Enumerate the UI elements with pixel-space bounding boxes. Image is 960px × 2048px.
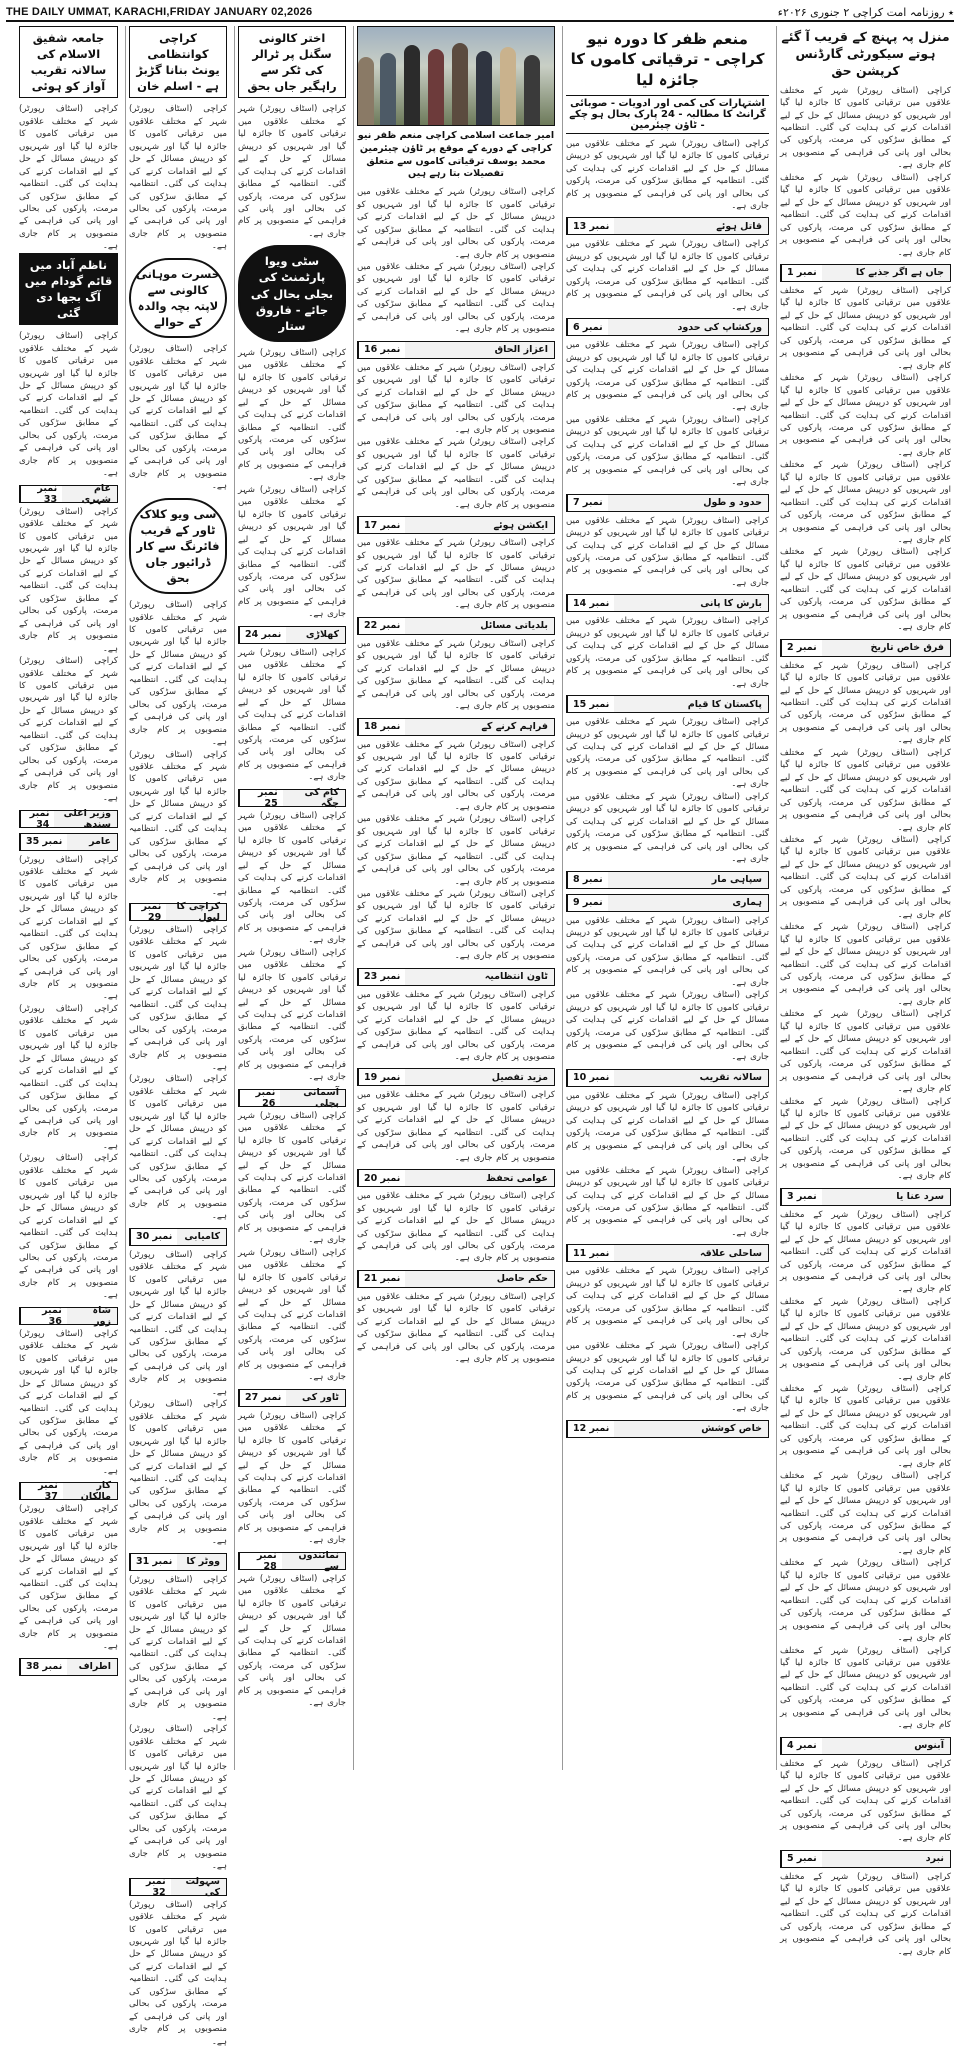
section-header xyxy=(566,318,769,336)
section-header xyxy=(129,1553,227,1571)
body-text: کراچی (اسٹاف رپورٹر) شہر کے مختلف علاقوں میں ترقیاتی کاموں کا جائزہ لیا گیا اور شہریوں کو درپیش مسائل کے حل کے لیے اقدامات کرنے کی ہدایت کی گئی۔ انتظامیہ کے مطابق سڑکوں کی مرمت، پارکوں کی بحالی اور پانی کی فراہمی کے منصوبوں پر کام جاری ہے۔ xyxy=(780,373,951,458)
body-text: کراچی (اسٹاف رپورٹر) شہر کے مختلف علاقوں میں ترقیاتی کاموں کا جائزہ لیا گیا اور شہریوں کو درپیش مسائل کے حل کے لیے اقدامات کرنے کی ہدایت کی گئی۔ انتظامیہ کے مطابق سڑکوں کی مرمت، پارکوں کی بحالی اور پانی کی فراہمی کے منصوبوں پر کام جاری ہے۔ xyxy=(566,515,769,588)
section-number: نمبر 2 xyxy=(781,640,822,656)
photo-figure xyxy=(524,55,540,125)
section-label: اعزاز الحاق xyxy=(494,344,548,356)
section-number: نمبر 35 xyxy=(20,834,67,850)
section-label: اطراف xyxy=(78,1661,111,1673)
section-number: نمبر 20 xyxy=(358,1170,405,1186)
section-header xyxy=(238,1086,346,1109)
section-header xyxy=(780,264,951,282)
section-header xyxy=(780,1737,951,1755)
section-label: ساحلی علاقہ xyxy=(699,1247,762,1259)
oval-headline: سی ویو کلاک ٹاور کے قریب فائرنگ سے کار ڈرائیور جاں بحق xyxy=(129,498,227,594)
section-label: فرق خاص تاریخ xyxy=(870,642,944,654)
section-number: نمبر 12 xyxy=(567,1421,614,1437)
photo-figure xyxy=(358,57,374,125)
lead-subheadline: اشتہارات کی کمی اور ادویات - صوبائی گرانٹ کا مطالبہ - 24 پارک بحال ہو چکے - ٹاؤن چیئرمین xyxy=(566,95,769,134)
section-number: نمبر 5 xyxy=(781,1851,822,1867)
body-text: کراچی (اسٹاف رپورٹر) شہر کے مختلف علاقوں میں ترقیاتی کاموں کا جائزہ لیا گیا اور شہریوں کو درپیش مسائل کے حل کے لیے اقدامات کرنے کی ہدایت کی گئی۔ انتظامیہ کے مطابق سڑکوں کی مرمت، پارکوں کی بحالی اور پانی کی فراہمی کے منصوبوں پر کام جاری ہے۔ xyxy=(238,104,346,239)
section-header xyxy=(566,871,769,889)
column-5 xyxy=(125,26,230,2047)
body-text: کراچی (اسٹاف رپورٹر) شہر کے مختلف علاقوں میں ترقیاتی کاموں کا جائزہ لیا گیا اور شہریوں کو درپیش مسائل کے حل کے لیے اقدامات کرنے کی ہدایت کی گئی۔ انتظامیہ کے مطابق سڑکوں کی مرمت، پارکوں کی بحالی اور پانی کی فراہمی کے منصوبوں پر کام جاری ہے۔ xyxy=(129,1074,227,1222)
section-number: نمبر 27 xyxy=(239,1390,286,1406)
body-text: کراچی (اسٹاف رپورٹر) شہر کے مختلف علاقوں میں ترقیاتی کاموں کا جائزہ لیا گیا اور شہریوں کو درپیش مسائل کے حل کے لیے اقدامات کرنے کی ہدایت کی گئی۔ انتظامیہ کے مطابق سڑکوں کی مرمت، پارکوں کی بحالی اور پانی کی فراہمی کے منصوبوں پر کام جاری ہے۔ xyxy=(357,1291,555,1365)
body-text: کراچی (اسٹاف رپورٹر) شہر کے مختلف علاقوں میں ترقیاتی کاموں کا جائزہ لیا گیا اور شہریوں کو درپیش مسائل کے حل کے لیے اقدامات کرنے کی ہدایت کی گئی۔ انتظامیہ کے مطابق سڑکوں کی مرمت، پارکوں کی بحالی اور پانی کی فراہمی کے منصوبوں پر کام جاری ہے۔ xyxy=(19,854,118,1002)
body-text: کراچی (اسٹاف رپورٹر) شہر کے مختلف علاقوں میں ترقیاتی کاموں کا جائزہ لیا گیا اور شہریوں کو درپیش مسائل کے حل کے لیے اقدامات کرنے کی ہدایت کی گئی۔ انتظامیہ کے مطابق سڑکوں کی مرمت، پارکوں کی بحالی اور پانی کی فراہمی کے منصوبوں پر کام جاری ہے۔ xyxy=(780,1645,951,1731)
section-number: نمبر 23 xyxy=(358,969,405,985)
section-header xyxy=(19,833,118,851)
body-text: کراچی (اسٹاف رپورٹر) شہر کے مختلف علاقوں میں ترقیاتی کاموں کا جائزہ لیا گیا اور شہریوں کو درپیش مسائل کے حل کے لیے اقدامات کرنے کی ہدایت کی گئی۔ انتظامیہ کے مطابق سڑکوں کی مرمت، پارکوں کی بحالی اور پانی کی فراہمی کے منصوبوں پر کام جاری ہے۔ xyxy=(566,616,769,689)
section-label: کھلاڑی xyxy=(305,629,339,641)
section-label: عامر xyxy=(89,836,111,847)
body-text: کراچی (اسٹاف رپورٹر) شہر کے مختلف علاقوں میں ترقیاتی کاموں کا جائزہ لیا گیا اور شہریوں کو درپیش مسائل کے حل کے لیے اقدامات کرنے کی ہدایت کی گئی۔ انتظامیہ کے مطابق سڑکوں کی مرمت، پارکوں کی بحالی اور پانی کی فراہمی کے منصوبوں پر کام جاری ہے۔ xyxy=(357,814,555,887)
body-text: کراچی (اسٹاف رپورٹر) شہر کے مختلف علاقوں میں ترقیاتی کاموں کا جائزہ لیا گیا اور شہریوں کو درپیش مسائل کے حل کے لیے اقدامات کرنے کی ہدایت کی گئی۔ انتظامیہ کے مطابق سڑکوں کی مرمت، پارکوں کی بحالی اور پانی کی فراہمی کے منصوبوں پر کام جاری ہے۔ xyxy=(129,1724,227,1872)
news-box-headline: اختر کالونی سگنل پر ٹرالر کی ٹکر سے راہگیر جاں بحق xyxy=(238,26,346,98)
section-number: نمبر 11 xyxy=(567,1245,614,1261)
body-text: کراچی (اسٹاف رپورٹر) شہر کے مختلف علاقوں میں ترقیاتی کاموں کا جائزہ لیا گیا اور شہریوں کو درپیش مسائل کے حل کے لیے اقدامات کرنے کی ہدایت کی گئی۔ انتظامیہ کے مطابق سڑکوں کی مرمت، پارکوں کی بحالی اور پانی کی فراہمی کے منصوبوں پر کام جاری ہے۔ xyxy=(19,1003,118,1151)
section-number: نمبر 38 xyxy=(20,1659,67,1675)
section-header xyxy=(566,1420,769,1438)
body-text: کراچی (اسٹاف رپورٹر) شہر کے مختلف علاقوں میں ترقیاتی کاموں کا جائزہ لیا گیا اور شہریوں کو درپیش مسائل کے حل کے لیے اقدامات کرنے کی ہدایت کی گئی۔ انتظامیہ کے مطابق سڑکوں کی مرمت، پارکوں کی بحالی اور پانی کی فراہمی کے منصوبوں پر کام جاری ہے۔ xyxy=(238,347,346,483)
section-label: ایکشن ہوئے xyxy=(493,519,548,531)
section-header xyxy=(19,482,118,505)
body-text: کراچی (اسٹاف رپورٹر) شہر کے مختلف علاقوں میں ترقیاتی کاموں کا جائزہ لیا گیا اور شہریوں کو درپیش مسائل کے حل کے لیے اقدامات کرنے کی ہدایت کی گئی۔ انتظامیہ کے مطابق سڑکوں کی مرمت، پارکوں کی بحالی اور پانی کی فراہمی کے منصوبوں پر کام جاری ہے۔ xyxy=(780,1296,951,1382)
body-text: کراچی (اسٹاف رپورٹر) شہر کے مختلف علاقوں میں ترقیاتی کاموں کا جائزہ لیا گیا اور شہریوں کو درپیش مسائل کے حل کے لیے اقدامات کرنے کی ہدایت کی گئی۔ انتظامیہ کے مطابق سڑکوں کی مرمت، پارکوں کی بحالی اور پانی کی فراہمی کے منصوبوں پر کام جاری ہے۔ xyxy=(19,104,118,252)
section-label: عام شہری xyxy=(81,482,111,505)
body-text: کراچی (اسٹاف رپورٹر) شہر کے مختلف علاقوں میں ترقیاتی کاموں کا جائزہ لیا گیا اور شہریوں کو درپیش مسائل کے حل کے لیے اقدامات کرنے کی ہدایت کی گئی۔ انتظامیہ کے مطابق سڑکوں کی مرمت، پارکوں کی بحالی اور پانی کی فراہمی کے منصوبوں پر کام جاری ہے۔ xyxy=(129,1574,227,1722)
body-text: کراچی (اسٹاف رپورٹر) شہر کے مختلف علاقوں میں ترقیاتی کاموں کا جائزہ لیا گیا اور شہریوں کو درپیش مسائل کے حل کے لیے اقدامات کرنے کی ہدایت کی گئی۔ انتظامیہ کے مطابق سڑکوں کی مرمت، پارکوں کی بحالی اور پانی کی فراہمی کے منصوبوں پر کام جاری ہے۔ xyxy=(566,138,769,212)
section-number: نمبر 6 xyxy=(567,319,608,335)
body-text: کراچی (اسٹاف رپورٹر) شہر کے مختلف علاقوں میں ترقیاتی کاموں کا جائزہ لیا گیا اور شہریوں کو درپیش مسائل کے حل کے لیے اقدامات کرنے کی ہدایت کی گئی۔ انتظامیہ کے مطابق سڑکوں کی مرمت، پارکوں کی بحالی اور پانی کی فراہمی کے منصوبوں پر کام جاری ہے۔ xyxy=(129,1899,227,2047)
section-label: شاہ زور xyxy=(92,1304,111,1327)
photo-figure xyxy=(476,51,492,125)
body-text: کراچی (اسٹاف رپورٹر) شہر کے مختلف علاقوں میں ترقیاتی کاموں کا جائزہ لیا گیا اور شہریوں کو درپیش مسائل کے حل کے لیے اقدامات کرنے کی ہدایت کی گئی۔ انتظامیہ کے مطابق سڑکوں کی مرمت، پارکوں کی بحالی اور پانی کی فراہمی کے منصوبوں پر کام جاری ہے۔ xyxy=(357,989,555,1062)
section-header xyxy=(19,1304,118,1327)
news-box-headline: جامعہ شفیق الاسلام کی سالانہ تقریب آواز کو ہوئی xyxy=(19,26,118,98)
section-header xyxy=(780,1850,951,1868)
body-text: کراچی (اسٹاف رپورٹر) شہر کے مختلف علاقوں میں ترقیاتی کاموں کا جائزہ لیا گیا اور شہریوں کو درپیش مسائل کے حل کے لیے اقدامات کرنے کی ہدایت کی گئی۔ انتظامیہ کے مطابق سڑکوں کی مرمت، پارکوں کی بحالی اور پانی کی فراہمی کے منصوبوں پر کام جاری ہے۔ xyxy=(780,285,951,371)
body-text: کراچی (اسٹاف رپورٹر) شہر کے مختلف علاقوں میں ترقیاتی کاموں کا جائزہ لیا گیا اور شہریوں کو درپیش مسائل کے حل کے لیے اقدامات کرنے کی ہدایت کی گئی۔ انتظامیہ کے مطابق سڑکوں کی مرمت، پارکوں کی بحالی اور پانی کی فراہمی کے منصوبوں پر کام جاری ہے۔ xyxy=(780,660,951,746)
section-label: وزیر اعلی سندھ xyxy=(63,807,111,830)
section-header xyxy=(357,718,555,736)
section-header xyxy=(357,1270,555,1288)
body-text: کراچی (اسٹاف رپورٹر) شہر کے مختلف علاقوں میں ترقیاتی کاموں کا جائزہ لیا گیا اور شہریوں کو درپیش مسائل کے حل کے لیے اقدامات کرنے کی ہدایت کی گئی۔ انتظامیہ کے مطابق سڑکوں کی مرمت، پارکوں کی بحالی اور پانی کی فراہمی کے منصوبوں پر کام جاری ہے۔ xyxy=(566,340,769,413)
section-header xyxy=(357,1169,555,1187)
section-number: نمبر 22 xyxy=(358,618,405,634)
section-header xyxy=(238,1389,346,1407)
body-text: کراچی (اسٹاف رپورٹر) شہر کے مختلف علاقوں میں ترقیاتی کاموں کا جائزہ لیا گیا اور شہریوں کو درپیش مسائل کے حل کے لیے اقدامات کرنے کی ہدایت کی گئی۔ انتظامیہ کے مطابق سڑکوں کی مرمت، پارکوں کی بحالی اور پانی کی فراہمی کے منصوبوں پر کام جاری ہے۔ xyxy=(780,1558,951,1644)
body-text: کراچی (اسٹاف رپورٹر) شہر کے مختلف علاقوں میں ترقیاتی کاموں کا جائزہ لیا گیا اور شہریوں کو درپیش مسائل کے حل کے لیے اقدامات کرنے کی ہدایت کی گئی۔ انتظامیہ کے مطابق سڑکوں کی مرمت، پارکوں کی بحالی اور پانی کی فراہمی کے منصوبوں پر کام جاری ہے۔ xyxy=(566,915,769,988)
section-number: نمبر 33 xyxy=(20,486,62,502)
photo-figure xyxy=(380,53,396,125)
body-text: کراچی (اسٹاف رپورٹر) شہر کے مختلف علاقوں میں ترقیاتی کاموں کا جائزہ لیا گیا اور شہریوں کو درپیش مسائل کے حل کے لیے اقدامات کرنے کی ہدایت کی گئی۔ انتظامیہ کے مطابق سڑکوں کی مرمت، پارکوں کی بحالی اور پانی کی فراہمی کے منصوبوں پر کام جاری ہے۔ xyxy=(780,85,951,171)
column-4 xyxy=(234,26,349,1770)
section-label: پاکستان کا قیام xyxy=(687,698,762,710)
oval-headline: سٹی ویوا پارٹمنٹ کی بجلی بحال کی جائے - فاروق ستار xyxy=(238,245,346,341)
body-text: کراچی (اسٹاف رپورٹر) شہر کے مختلف علاقوں میں ترقیاتی کاموں کا جائزہ لیا گیا اور شہریوں کو درپیش مسائل کے حل کے لیے اقدامات کرنے کی ہدایت کی گئی۔ انتظامیہ کے مطابق سڑکوں کی مرمت، پارکوں کی بحالی اور پانی کی فراہمی کے منصوبوں پر کام جاری ہے۔ xyxy=(19,506,118,654)
section-header xyxy=(238,786,346,809)
body-text: کراچی (اسٹاف رپورٹر) شہر کے مختلف علاقوں میں ترقیاتی کاموں کا جائزہ لیا گیا اور شہریوں کو درپیش مسائل کے حل کے لیے اقدامات کرنے کی ہدایت کی گئی۔ انتظامیہ کے مطابق سڑکوں کی مرمت، پارکوں کی بحالی اور پانی کی فراہمی کے منصوبوں پر کام جاری ہے۔ xyxy=(566,1266,769,1339)
body-text: کراچی (اسٹاف رپورٹر) شہر کے مختلف علاقوں میں ترقیاتی کاموں کا جائزہ لیا گیا اور شہریوں کو درپیش مسائل کے حل کے لیے اقدامات کرنے کی ہدایت کی گئی۔ انتظامیہ کے مطابق سڑکوں کی مرمت، پارکوں کی بحالی اور پانی کی فراہمی کے منصوبوں پر کام جاری ہے۔ xyxy=(780,747,951,833)
body-text: کراچی (اسٹاف رپورٹر) شہر کے مختلف علاقوں میں ترقیاتی کاموں کا جائزہ لیا گیا اور شہریوں کو درپیش مسائل کے حل کے لیے اقدامات کرنے کی ہدایت کی گئی۔ انتظامیہ کے مطابق سڑکوں کی مرمت، پارکوں کی بحالی اور پانی کی فراہمی کے منصوبوں پر کام جاری ہے۔ xyxy=(357,538,555,611)
section-header xyxy=(19,807,118,830)
section-number: نمبر 13 xyxy=(567,218,614,234)
body-text: کراچی (اسٹاف رپورٹر) شہر کے مختلف علاقوں میں ترقیاتی کاموں کا جائزہ لیا گیا اور شہریوں کو درپیش مسائل کے حل کے لیے اقدامات کرنے کی ہدایت کی گئی۔ انتظامیہ کے مطابق سڑکوں کی مرمت، پارکوں کی بحالی اور پانی کی فراہمی کے منصوبوں پر کام جاری ہے۔ xyxy=(129,344,227,492)
section-header xyxy=(357,1068,555,1086)
column-2 xyxy=(562,26,772,1770)
columns xyxy=(6,26,954,2047)
section-header xyxy=(566,594,769,612)
body-text: کراچی (اسٹاف رپورٹر) شہر کے مختلف علاقوں میں ترقیاتی کاموں کا جائزہ لیا گیا اور شہریوں کو درپیش مسائل کے حل کے لیے اقدامات کرنے کی ہدایت کی گئی۔ انتظامیہ کے مطابق سڑکوں کی مرمت، پارکوں کی بحالی اور پانی کی فراہمی کے منصوبوں پر کام جاری ہے۔ xyxy=(566,1165,769,1238)
body-text: کراچی (اسٹاف رپورٹر) شہر کے مختلف علاقوں میں ترقیاتی کاموں کا جائزہ لیا گیا اور شہریوں کو درپیش مسائل کے حل کے لیے اقدامات کرنے کی ہدایت کی گئی۔ انتظامیہ کے مطابق سڑکوں کی مرمت، پارکوں کی بحالی اور پانی کی فراہمی کے منصوبوں پر کام جاری ہے۔ xyxy=(566,414,769,488)
section-header xyxy=(129,1875,227,1898)
section-number: نمبر 31 xyxy=(130,1554,177,1570)
section-number: نمبر 30 xyxy=(130,1229,177,1245)
section-label: بلدیاتی مسائل xyxy=(480,620,548,632)
section-number: نمبر 17 xyxy=(358,517,405,533)
body-text: کراچی (اسٹاف رپورٹر) شہر کے مختلف علاقوں میں ترقیاتی کاموں کا جائزہ لیا گیا اور شہریوں کو درپیش مسائل کے حل کے لیے اقدامات کرنے کی ہدایت کی گئی۔ انتظامیہ کے مطابق سڑکوں کی مرمت، پارکوں کی بحالی اور پانی کی فراہمی کے منصوبوں پر کام جاری ہے۔ xyxy=(357,889,555,962)
section-number: نمبر 18 xyxy=(358,719,405,735)
section-label: نمائندوں سے xyxy=(298,1549,339,1572)
masthead xyxy=(6,4,954,22)
photo-figure xyxy=(428,49,444,125)
body-text: کراچی (اسٹاف رپورٹر) شہر کے مختلف علاقوں میں ترقیاتی کاموں کا جائزہ لیا گیا اور شہریوں کو درپیش مسائل کے حل کے لیے اقدامات کرنے کی ہدایت کی گئی۔ انتظامیہ کے مطابق سڑکوں کی مرمت، پارکوں کی بحالی اور پانی کی فراہمی کے منصوبوں پر کام جاری ہے۔ xyxy=(238,1410,346,1546)
body-text: کراچی (اسٹاف رپورٹر) شہر کے مختلف علاقوں میں ترقیاتی کاموں کا جائزہ لیا گیا اور شہریوں کو درپیش مسائل کے حل کے لیے اقدامات کرنے کی ہدایت کی گئی۔ انتظامیہ کے مطابق سڑکوں کی مرمت، پارکوں کی بحالی اور پانی کی فراہمی کے منصوبوں پر کام جاری ہے۔ xyxy=(357,1191,555,1264)
body-text: کراچی (اسٹاف رپورٹر) شہر کے مختلف علاقوں میں ترقیاتی کاموں کا جائزہ لیا گیا اور شہریوں کو درپیش مسائل کے حل کے لیے اقدامات کرنے کی ہدایت کی گئی۔ انتظامیہ کے مطابق سڑکوں کی مرمت، پارکوں کی بحالی اور پانی کی فراہمی کے منصوبوں پر کام جاری ہے۔ xyxy=(780,835,951,920)
body-text: کراچی (اسٹاف رپورٹر) شہر کے مختلف علاقوں میں ترقیاتی کاموں کا جائزہ لیا گیا اور شہریوں کو درپیش مسائل کے حل کے لیے اقدامات کرنے کی ہدایت کی گئی۔ انتظامیہ کے مطابق سڑکوں کی مرمت، پارکوں کی بحالی اور پانی کی فراہمی کے منصوبوں پر کام جاری ہے۔ xyxy=(780,172,951,258)
section-header xyxy=(566,494,769,512)
section-number: نمبر 9 xyxy=(567,895,608,911)
section-number: نمبر 1 xyxy=(781,265,822,281)
body-text: کراچی (اسٹاف رپورٹر) شہر کے مختلف علاقوں میں ترقیاتی کاموں کا جائزہ لیا گیا اور شہریوں کو درپیش مسائل کے حل کے لیے اقدامات کرنے کی ہدایت کی گئی۔ انتظامیہ کے مطابق سڑکوں کی مرمت، پارکوں کی بحالی اور پانی کی فراہمی کے منصوبوں پر کام جاری ہے۔ xyxy=(780,1384,951,1469)
section-label: ہماری xyxy=(732,897,762,908)
section-header xyxy=(238,1549,346,1572)
body-text: کراچی (اسٹاف رپورٹر) شہر کے مختلف علاقوں میں ترقیاتی کاموں کا جائزہ لیا گیا اور شہریوں کو درپیش مسائل کے حل کے لیے اقدامات کرنے کی ہدایت کی گئی۔ انتظامیہ کے مطابق سڑکوں کی مرمت، پارکوں کی بحالی اور پانی کی فراہمی کے منصوبوں پر کام جاری ہے۔ xyxy=(566,1090,769,1164)
section-header xyxy=(357,341,555,359)
section-header xyxy=(19,1658,118,1676)
column-1 xyxy=(776,26,954,1957)
section-number: نمبر 28 xyxy=(239,1553,282,1569)
body-text: کراچی (اسٹاف رپورٹر) شہر کے مختلف علاقوں میں ترقیاتی کاموں کا جائزہ لیا گیا اور شہریوں کو درپیش مسائل کے حل کے لیے اقدامات کرنے کی ہدایت کی گئی۔ انتظامیہ کے مطابق سڑکوں کی مرمت، پارکوں کی بحالی اور پانی کی فراہمی کے منصوبوں پر کام جاری ہے۔ xyxy=(780,547,951,633)
body-text: کراچی (اسٹاف رپورٹر) شہر کے مختلف علاقوں میں ترقیاتی کاموں کا جائزہ لیا گیا اور شہریوں کو درپیش مسائل کے حل کے لیے اقدامات کرنے کی ہدایت کی گئی۔ انتظامیہ کے مطابق سڑکوں کی مرمت، پارکوں کی بحالی اور پانی کی فراہمی کے منصوبوں پر کام جاری ہے۔ xyxy=(238,1247,346,1383)
photo-figure xyxy=(404,45,420,125)
body-text: کراچی (اسٹاف رپورٹر) شہر کے مختلف علاقوں میں ترقیاتی کاموں کا جائزہ لیا گیا اور شہریوں کو درپیش مسائل کے حل کے لیے اقدامات کرنے کی ہدایت کی گئی۔ انتظامیہ کے مطابق سڑکوں کی مرمت، پارکوں کی بحالی اور پانی کی فراہمی کے منصوبوں پر کام جاری ہے۔ xyxy=(19,1153,118,1301)
section-header xyxy=(19,1480,118,1503)
section-number: نمبر 34 xyxy=(20,811,54,827)
section-label: فراہم کرنے کے xyxy=(481,721,548,733)
section-number: نمبر 19 xyxy=(358,1069,405,1085)
section-number: نمبر 32 xyxy=(130,1879,171,1895)
body-text: کراچی (اسٹاف رپورٹر) شہر کے مختلف علاقوں میں ترقیاتی کاموں کا جائزہ لیا گیا اور شہریوں کو درپیش مسائل کے حل کے لیے اقدامات کرنے کی ہدایت کی گئی۔ انتظامیہ کے مطابق سڑکوں کی مرمت، پارکوں کی بحالی اور پانی کی فراہمی کے منصوبوں پر کام جاری ہے۔ xyxy=(238,484,346,620)
section-label: کراچی کا لیول xyxy=(176,900,220,923)
section-label: سالانہ تقریب xyxy=(699,1072,762,1084)
column-3 xyxy=(353,26,558,1770)
body-text: کراچی (اسٹاف رپورٹر) شہر کے مختلف علاقوں میں ترقیاتی کاموں کا جائزہ لیا گیا اور شہریوں کو درپیش مسائل کے حل کے لیے اقدامات کرنے کی ہدایت کی گئی۔ انتظامیہ کے مطابق سڑکوں کی مرمت، پارکوں کی بحالی اور پانی کی فراہمی کے منصوبوں پر کام جاری ہے۔ xyxy=(19,656,118,804)
section-number: نمبر 26 xyxy=(239,1090,280,1106)
section-label: ٹاور کی xyxy=(302,1392,339,1404)
body-text: کراچی (اسٹاف رپورٹر) شہر کے مختلف علاقوں میں ترقیاتی کاموں کا جائزہ لیا گیا اور شہریوں کو درپیش مسائل کے حل کے لیے اقدامات کرنے کی ہدایت کی گئی۔ انتظامیہ کے مطابق سڑکوں کی مرمت، پارکوں کی بحالی اور پانی کی فراہمی کے منصوبوں پر کام جاری ہے۔ xyxy=(238,647,346,783)
section-number: نمبر 8 xyxy=(567,872,608,888)
section-header xyxy=(566,1069,769,1087)
body-text: کراچی (اسٹاف رپورٹر) شہر کے مختلف علاقوں میں ترقیاتی کاموں کا جائزہ لیا گیا اور شہریوں کو درپیش مسائل کے حل کے لیے اقدامات کرنے کی ہدایت کی گئی۔ انتظامیہ کے مطابق سڑکوں کی مرمت، پارکوں کی بحالی اور پانی کی فراہمی کے منصوبوں پر کام جاری ہے۔ xyxy=(238,810,346,946)
oval-headline: حسرت موہانی کالونی سے لاپتہ بچہ والدہ کے حوالے xyxy=(129,258,227,338)
section-number: نمبر 21 xyxy=(358,1271,405,1287)
body-text: کراچی (اسٹاف رپورٹر) شہر کے مختلف علاقوں میں ترقیاتی کاموں کا جائزہ لیا گیا اور شہریوں کو درپیش مسائل کے حل کے لیے اقدامات کرنے کی ہدایت کی گئی۔ انتظامیہ کے مطابق سڑکوں کی مرمت، پارکوں کی بحالی اور پانی کی فراہمی کے منصوبوں پر کام جاری ہے۔ xyxy=(357,187,555,260)
section-label: قاتل ہوئے xyxy=(716,220,762,232)
section-label: کام کی جگہ xyxy=(304,786,339,809)
body-text: کراچی (اسٹاف رپورٹر) شہر کے مختلف علاقوں میں ترقیاتی کاموں کا جائزہ لیا گیا اور شہریوں کو درپیش مسائل کے حل کے لیے اقدامات کرنے کی ہدایت کی گئی۔ انتظامیہ کے مطابق سڑکوں کی مرمت، پارکوں کی بحالی اور پانی کی فراہمی کے منصوبوں پر کام جاری ہے۔ xyxy=(129,1249,227,1397)
section-label: حکم حاصل xyxy=(496,1273,548,1285)
body-text: کراچی (اسٹاف رپورٹر) شہر کے مختلف علاقوں میں ترقیاتی کاموں کا جائزہ لیا گیا اور شہریوں کو درپیش مسائل کے حل کے لیے اقدامات کرنے کی ہدایت کی گئی۔ انتظامیہ کے مطابق سڑکوں کی مرمت، پارکوں کی بحالی اور پانی کی فراہمی کے منصوبوں پر کام جاری ہے۔ xyxy=(780,1871,951,1957)
news-box-headline: کراچی کوانتظامی یونٹ بنانا گڑبڑ ہے - اسلم خان xyxy=(129,26,227,98)
section-label: سہولت کی xyxy=(185,1875,220,1898)
section-number: نمبر 3 xyxy=(781,1189,822,1205)
section-label: عوامی تحفظ xyxy=(486,1172,548,1184)
body-text: کراچی (اسٹاف رپورٹر) شہر کے مختلف علاقوں میں ترقیاتی کاموں کا جائزہ لیا گیا اور شہریوں کو درپیش مسائل کے حل کے لیے اقدامات کرنے کی ہدایت کی گئی۔ انتظامیہ کے مطابق سڑکوں کی مرمت، پارکوں کی بحالی اور پانی کی فراہمی کے منصوبوں پر کام جاری ہے۔ xyxy=(238,1573,346,1709)
section-header xyxy=(566,695,769,713)
body-text: کراچی (اسٹاف رپورٹر) شہر کے مختلف علاقوں میں ترقیاتی کاموں کا جائزہ لیا گیا اور شہریوں کو درپیش مسائل کے حل کے لیے اقدامات کرنے کی ہدایت کی گئی۔ انتظامیہ کے مطابق سڑکوں کی مرمت، پارکوں کی بحالی اور پانی کی فراہمی کے منصوبوں پر کام جاری ہے۔ xyxy=(238,947,346,1083)
section-label: مزید تفصیل xyxy=(491,1071,548,1083)
body-text: کراچی (اسٹاف رپورٹر) شہر کے مختلف علاقوں میں ترقیاتی کاموں کا جائزہ لیا گیا اور شہریوں کو درپیش مسائل کے حل کے لیے اقدامات کرنے کی ہدایت کی گئی۔ انتظامیہ کے مطابق سڑکوں کی مرمت، پارکوں کی بحالی اور پانی کی فراہمی کے منصوبوں پر کام جاری ہے۔ xyxy=(566,1341,769,1414)
news-photo xyxy=(357,26,555,126)
section-number: نمبر 7 xyxy=(567,495,608,511)
body-text: کراچی (اسٹاف رپورٹر) شہر کے مختلف علاقوں میں ترقیاتی کاموں کا جائزہ لیا گیا اور شہریوں کو درپیش مسائل کے حل کے لیے اقدامات کرنے کی ہدایت کی گئی۔ انتظامیہ کے مطابق سڑکوں کی مرمت، پارکوں کی بحالی اور پانی کی فراہمی کے منصوبوں پر کام جاری ہے۔ xyxy=(780,922,951,1007)
section-label: آسمانی بجلی xyxy=(303,1086,339,1109)
body-text: کراچی (اسٹاف رپورٹر) شہر کے مختلف علاقوں میں ترقیاتی کاموں کا جائزہ لیا گیا اور شہریوں کو درپیش مسائل کے حل کے لیے اقدامات کرنے کی ہدایت کی گئی۔ انتظامیہ کے مطابق سڑکوں کی مرمت، پارکوں کی بحالی اور پانی کی فراہمی کے منصوبوں پر کام جاری ہے۔ xyxy=(357,261,555,335)
section-label: سرد عنا یا xyxy=(896,1191,944,1203)
section-number: نمبر 29 xyxy=(130,904,166,920)
masthead-english: THE DAILY UMMAT, KARACHI,FRIDAY JANUARY 02,2026 xyxy=(6,6,313,18)
body-text: کراچی (اسٹاف رپورٹر) شہر کے مختلف علاقوں میں ترقیاتی کاموں کا جائزہ لیا گیا اور شہریوں کو درپیش مسائل کے حل کے لیے اقدامات کرنے کی ہدایت کی گئی۔ انتظامیہ کے مطابق سڑکوں کی مرمت، پارکوں کی بحالی اور پانی کی فراہمی کے منصوبوں پر کام جاری ہے۔ xyxy=(19,1504,118,1652)
body-text: کراچی (اسٹاف رپورٹر) شہر کے مختلف علاقوں میں ترقیاتی کاموں کا جائزہ لیا گیا اور شہریوں کو درپیش مسائل کے حل کے لیے اقدامات کرنے کی ہدایت کی گئی۔ انتظامیہ کے مطابق سڑکوں کی مرمت، پارکوں کی بحالی اور پانی کی فراہمی کے منصوبوں پر کام جاری ہے۔ xyxy=(566,990,769,1063)
body-text: کراچی (اسٹاف رپورٹر) شہر کے مختلف علاقوں میں ترقیاتی کاموں کا جائزہ لیا گیا اور شہریوں کو درپیش مسائل کے حل کے لیے اقدامات کرنے کی ہدایت کی گئی۔ انتظامیہ کے مطابق سڑکوں کی مرمت، پارکوں کی بحالی اور پانی کی فراہمی کے منصوبوں پر کام جاری ہے۔ xyxy=(129,1399,227,1547)
photo-figure xyxy=(452,43,468,125)
lead-headline: منعم ظفر کا دورہ نیو کراچی - ترقیاتی کاموں کا جائزہ لیا xyxy=(570,30,765,89)
body-text: کراچی (اسٹاف رپورٹر) شہر کے مختلف علاقوں میں ترقیاتی کاموں کا جائزہ لیا گیا اور شہریوں کو درپیش مسائل کے حل کے لیے اقدامات کرنے کی ہدایت کی گئی۔ انتظامیہ کے مطابق سڑکوں کی مرمت، پارکوں کی بحالی اور پانی کی فراہمی کے منصوبوں پر کام جاری ہے۔ xyxy=(357,437,555,510)
body-text: کراچی (اسٹاف رپورٹر) شہر کے مختلف علاقوں میں ترقیاتی کاموں کا جائزہ لیا گیا اور شہریوں کو درپیش مسائل کے حل کے لیے اقدامات کرنے کی ہدایت کی گئی۔ انتظامیہ کے مطابق سڑکوں کی مرمت، پارکوں کی بحالی اور پانی کی فراہمی کے منصوبوں پر کام جاری ہے۔ xyxy=(129,749,227,897)
section-label: آبنوس xyxy=(914,1740,944,1752)
body-text: کراچی (اسٹاف رپورٹر) شہر کے مختلف علاقوں میں ترقیاتی کاموں کا جائزہ لیا گیا اور شہریوں کو درپیش مسائل کے حل کے لیے اقدامات کرنے کی ہدایت کی گئی۔ انتظامیہ کے مطابق سڑکوں کی مرمت، پارکوں کی بحالی اور پانی کی فراہمی کے منصوبوں پر کام جاری ہے۔ xyxy=(19,331,118,479)
section-number: نمبر 15 xyxy=(567,696,614,712)
section-header xyxy=(238,626,346,644)
body-text: کراچی (اسٹاف رپورٹر) شہر کے مختلف علاقوں میں ترقیاتی کاموں کا جائزہ لیا گیا اور شہریوں کو درپیش مسائل کے حل کے لیے اقدامات کرنے کی ہدایت کی گئی۔ انتظامیہ کے مطابق سڑکوں کی مرمت، پارکوں کی بحالی اور پانی کی فراہمی کے منصوبوں پر کام جاری ہے۔ xyxy=(780,1209,951,1295)
photo-figure xyxy=(500,47,516,125)
body-text: کراچی (اسٹاف رپورٹر) شہر کے مختلف علاقوں میں ترقیاتی کاموں کا جائزہ لیا گیا اور شہریوں کو درپیش مسائل کے حل کے لیے اقدامات کرنے کی ہدایت کی گئی۔ انتظامیہ کے مطابق سڑکوں کی مرمت، پارکوں کی بحالی اور پانی کی فراہمی کے منصوبوں پر کام جاری ہے۔ xyxy=(357,739,555,812)
body-text: کراچی (اسٹاف رپورٹر) شہر کے مختلف علاقوں میں ترقیاتی کاموں کا جائزہ لیا گیا اور شہریوں کو درپیش مسائل کے حل کے لیے اقدامات کرنے کی ہدایت کی گئی۔ انتظامیہ کے مطابق سڑکوں کی مرمت، پارکوں کی بحالی اور پانی کی فراہمی کے منصوبوں پر کام جاری ہے۔ xyxy=(238,1110,346,1246)
section-label: جاں ہے اگر جذبے کا xyxy=(855,267,944,279)
masthead-urdu: ٭ روزنامہ امت کراچی ۲ جنوری ۲۰۲۶ء xyxy=(777,5,954,19)
section-number: نمبر 10 xyxy=(567,1070,614,1086)
section-number: نمبر 36 xyxy=(20,1308,67,1324)
section-header xyxy=(129,900,227,923)
body-text: کراچی (اسٹاف رپورٹر) شہر کے مختلف علاقوں میں ترقیاتی کاموں کا جائزہ لیا گیا اور شہریوں کو درپیش مسائل کے حل کے لیے اقدامات کرنے کی ہدایت کی گئی۔ انتظامیہ کے مطابق سڑکوں کی مرمت، پارکوں کی بحالی اور پانی کی فراہمی کے منصوبوں پر کام جاری ہے۔ xyxy=(357,638,555,712)
body-text: کراچی (اسٹاف رپورٹر) شہر کے مختلف علاقوں میں ترقیاتی کاموں کا جائزہ لیا گیا اور شہریوں کو درپیش مسائل کے حل کے لیے اقدامات کرنے کی ہدایت کی گئی۔ انتظامیہ کے مطابق سڑکوں کی مرمت، پارکوں کی بحالی اور پانی کی فراہمی کے منصوبوں پر کام جاری ہے۔ xyxy=(129,600,227,748)
body-text: کراچی (اسٹاف رپورٹر) شہر کے مختلف علاقوں میں ترقیاتی کاموں کا جائزہ لیا گیا اور شہریوں کو درپیش مسائل کے حل کے لیے اقدامات کرنے کی ہدایت کی گئی۔ انتظامیہ کے مطابق سڑکوں کی مرمت، پارکوں کی بحالی اور پانی کی فراہمی کے منصوبوں پر کام جاری ہے۔ xyxy=(780,1096,951,1182)
photo-caption: امیر جماعت اسلامی کراچی منعم ظفر نیو کراچی کے دورے کے موقع پر ٹاؤن چیئرمین محمد یوسف ترقیاتی کاموں سے متعلق تفصیلات بتا رہے ہیں xyxy=(357,130,555,180)
section-label: ورکشاپ کی حدود xyxy=(677,321,762,333)
section-label: ٹاون انتظامیہ xyxy=(484,971,548,983)
section-header xyxy=(566,217,769,235)
body-text: کراچی (اسٹاف رپورٹر) شہر کے مختلف علاقوں میں ترقیاتی کاموں کا جائزہ لیا گیا اور شہریوں کو درپیش مسائل کے حل کے لیے اقدامات کرنے کی ہدایت کی گئی۔ انتظامیہ کے مطابق سڑکوں کی مرمت، پارکوں کی بحالی اور پانی کی فراہمی کے منصوبوں پر کام جاری ہے۔ xyxy=(780,1471,951,1556)
news-box-headline-dark: ناظم آباد میں قائم گودام میں آگ بجھا دی گئی xyxy=(19,253,118,325)
section-label: خاص کوشش xyxy=(701,1423,762,1435)
body-text: کراچی (اسٹاف رپورٹر) شہر کے مختلف علاقوں میں ترقیاتی کاموں کا جائزہ لیا گیا اور شہریوں کو درپیش مسائل کے حل کے لیے اقدامات کرنے کی ہدایت کی گئی۔ انتظامیہ کے مطابق سڑکوں کی مرمت، پارکوں کی بحالی اور پانی کی فراہمی کے منصوبوں پر کام جاری ہے۔ xyxy=(566,791,769,865)
section-label: کامیابی xyxy=(184,1231,220,1243)
section-number: نمبر 4 xyxy=(781,1738,822,1754)
section-label: ووٹر کا xyxy=(186,1556,220,1568)
section-header xyxy=(566,894,769,912)
section-header xyxy=(129,1228,227,1246)
section-number: نمبر 25 xyxy=(239,790,283,806)
section-number: نمبر 24 xyxy=(239,627,286,643)
section-header xyxy=(780,639,951,657)
section-label: کار مالکان xyxy=(80,1480,111,1503)
body-text: کراچی (اسٹاف رپورٹر) شہر کے مختلف علاقوں میں ترقیاتی کاموں کا جائزہ لیا گیا اور شہریوں کو درپیش مسائل کے حل کے لیے اقدامات کرنے کی ہدایت کی گئی۔ انتظامیہ کے مطابق سڑکوں کی مرمت، پارکوں کی بحالی اور پانی کی فراہمی کے منصوبوں پر کام جاری ہے۔ xyxy=(19,1328,118,1476)
body-text: کراچی (اسٹاف رپورٹر) شہر کے مختلف علاقوں میں ترقیاتی کاموں کا جائزہ لیا گیا اور شہریوں کو درپیش مسائل کے حل کے لیے اقدامات کرنے کی ہدایت کی گئی۔ انتظامیہ کے مطابق سڑکوں کی مرمت، پارکوں کی بحالی اور پانی کی فراہمی کے منصوبوں پر کام جاری ہے۔ xyxy=(357,362,555,435)
section-number: نمبر 16 xyxy=(358,342,405,358)
column-1-headline: منزل پہ پہنچ کے قریب آ گئے ہوتے سیکورٹی گارڈنس کرپشن حق xyxy=(781,29,950,78)
body-text: کراچی (اسٹاف رپورٹر) شہر کے مختلف علاقوں میں ترقیاتی کاموں کا جائزہ لیا گیا اور شہریوں کو درپیش مسائل کے حل کے لیے اقدامات کرنے کی ہدایت کی گئی۔ انتظامیہ کے مطابق سڑکوں کی مرمت، پارکوں کی بحالی اور پانی کی فراہمی کے منصوبوں پر کام جاری ہے۔ xyxy=(129,104,227,252)
section-number: نمبر 14 xyxy=(567,595,614,611)
section-header xyxy=(566,1244,769,1262)
section-label: بارش کا پانی xyxy=(700,597,762,609)
body-text: کراچی (اسٹاف رپورٹر) شہر کے مختلف علاقوں میں ترقیاتی کاموں کا جائزہ لیا گیا اور شہریوں کو درپیش مسائل کے حل کے لیے اقدامات کرنے کی ہدایت کی گئی۔ انتظامیہ کے مطابق سڑکوں کی مرمت، پارکوں کی بحالی اور پانی کی فراہمی کے منصوبوں پر کام جاری ہے۔ xyxy=(780,460,951,546)
section-label: سپاہی مار xyxy=(711,874,762,885)
body-text: کراچی (اسٹاف رپورٹر) شہر کے مختلف علاقوں میں ترقیاتی کاموں کا جائزہ لیا گیا اور شہریوں کو درپیش مسائل کے حل کے لیے اقدامات کرنے کی ہدایت کی گئی۔ انتظامیہ کے مطابق سڑکوں کی مرمت، پارکوں کی بحالی اور پانی کی فراہمی کے منصوبوں پر کام جاری ہے۔ xyxy=(129,924,227,1072)
section-number: نمبر 37 xyxy=(20,1483,63,1499)
section-header xyxy=(357,617,555,635)
body-text: کراچی (اسٹاف رپورٹر) شہر کے مختلف علاقوں میں ترقیاتی کاموں کا جائزہ لیا گیا اور شہریوں کو درپیش مسائل کے حل کے لیے اقدامات کرنے کی ہدایت کی گئی۔ انتظامیہ کے مطابق سڑکوں کی مرمت، پارکوں کی بحالی اور پانی کی فراہمی کے منصوبوں پر کام جاری ہے۔ xyxy=(780,1009,951,1095)
section-label: نبرد xyxy=(925,1853,944,1865)
section-header xyxy=(357,968,555,986)
body-text: کراچی (اسٹاف رپورٹر) شہر کے مختلف علاقوں میں ترقیاتی کاموں کا جائزہ لیا گیا اور شہریوں کو درپیش مسائل کے حل کے لیے اقدامات کرنے کی ہدایت کی گئی۔ انتظامیہ کے مطابق سڑکوں کی مرمت، پارکوں کی بحالی اور پانی کی فراہمی کے منصوبوں پر کام جاری ہے۔ xyxy=(357,1090,555,1163)
body-text: کراچی (اسٹاف رپورٹر) شہر کے مختلف علاقوں میں ترقیاتی کاموں کا جائزہ لیا گیا اور شہریوں کو درپیش مسائل کے حل کے لیے اقدامات کرنے کی ہدایت کی گئی۔ انتظامیہ کے مطابق سڑکوں کی مرمت، پارکوں کی بحالی اور پانی کی فراہمی کے منصوبوں پر کام جاری ہے۔ xyxy=(566,717,769,790)
section-header xyxy=(357,516,555,534)
section-header xyxy=(780,1188,951,1206)
section-label: حدود و طول xyxy=(703,497,762,509)
column-6 xyxy=(16,26,121,1770)
body-text: کراچی (اسٹاف رپورٹر) شہر کے مختلف علاقوں میں ترقیاتی کاموں کا جائزہ لیا گیا اور شہریوں کو درپیش مسائل کے حل کے لیے اقدامات کرنے کی ہدایت کی گئی۔ انتظامیہ کے مطابق سڑکوں کی مرمت، پارکوں کی بحالی اور پانی کی فراہمی کے منصوبوں پر کام جاری ہے۔ xyxy=(780,1758,951,1844)
body-text: کراچی (اسٹاف رپورٹر) شہر کے مختلف علاقوں میں ترقیاتی کاموں کا جائزہ لیا گیا اور شہریوں کو درپیش مسائل کے حل کے لیے اقدامات کرنے کی ہدایت کی گئی۔ انتظامیہ کے مطابق سڑکوں کی مرمت، پارکوں کی بحالی اور پانی کی فراہمی کے منصوبوں پر کام جاری ہے۔ xyxy=(566,239,769,312)
